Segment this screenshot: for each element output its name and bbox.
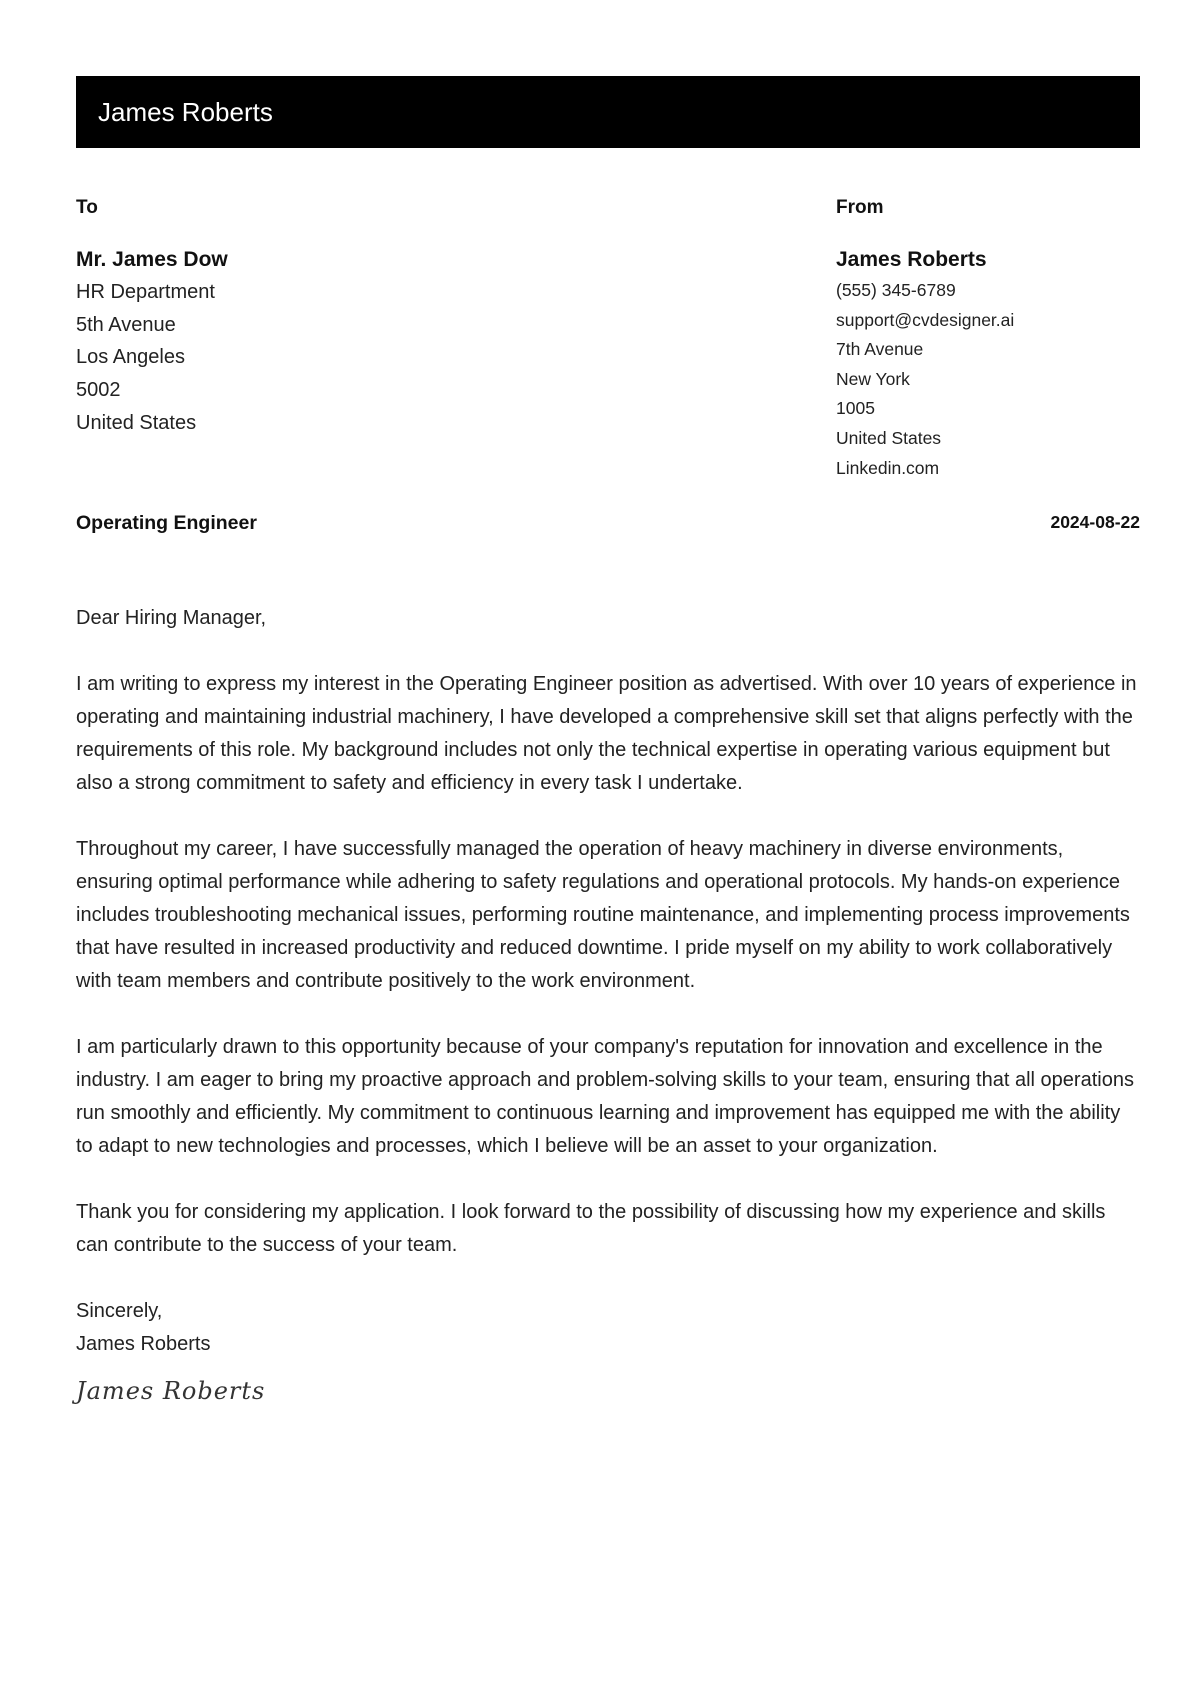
recipient-country: United States [76,411,197,434]
recipient-block [76,196,576,440]
recipient-street: 5th Avenue [76,313,176,336]
sender-linkedin: Linkedin.com [836,457,940,478]
sender-city: New York [836,368,910,389]
from-label: From [836,197,884,218]
sender-phone: (555) 345-6789 [836,280,956,300]
closing-block [76,1295,1140,1408]
sender-name: James Roberts [836,248,987,271]
sender-street: 7th Avenue [836,339,924,360]
to-label: To [76,197,98,218]
body-paragraph-3: I am particularly drawn to this opportunity because of your company's reputation for innovation and excellence in the industry. I am eager to bring my proactive approach and problem-solving skills to your team, ensuring that all operations run smoothly and efficiently. My commitment to continuous learning and improvement has equipped me with the ability to adapt to new technologies and processes, which I believe will be an asset to your organization. [76,1036,1134,1157]
sender-country: United States [836,427,942,448]
cover-letter-page [76,76,1140,1408]
body-paragraph-2: Throughout my career, I have successfully managed the operation of heavy machinery in diverse environments, ensuring optimal performance while adhering to safety regulations and operational protocols. My hands-on experience includes troubleshooting mechanical issues, performing routine maintenance, and implementing process improvements that have resulted in increased productivity and reduced downtime. I pride myself on my ability to work collaboratively with team members and contribute positively to the work environment. [76,838,1130,992]
header-name: James Roberts [98,96,273,127]
address-block [76,196,1140,496]
body-paragraph-1: I am writing to express my interest in the Operating Engineer position as advertised. With over 10 years of experience in operating and maintaining industrial machinery, I have developed a comprehensive skill set that aligns perfectly with the requirements of this role. My background includes not only the technical expertise in operating various equipment but also a strong commitment to safety and efficiency in every task I undertake. [76,673,1137,794]
job-title: Operating Engineer [76,512,257,534]
body-paragraph-4: Thank you for considering my application. I look forward to the possibility of discussing how my experience and skills can contribute to the success of your team. [76,1201,1106,1256]
letter-date: 2024-08-22 [1050,512,1140,532]
recipient-postal-code: 5002 [76,379,121,402]
header-bar [76,76,1140,148]
recipient-name: Mr. James Dow [76,248,228,271]
recipient-city: Los Angeles [76,346,185,369]
closing: Sincerely, [76,1300,163,1322]
subject-row [76,512,1140,552]
salutation: Dear Hiring Manager, [76,607,267,629]
letter-body [76,602,1140,1408]
sender-postal-code: 1005 [836,398,875,419]
sender-email: support@cvdesigner.ai [836,309,1015,330]
sender-block [836,196,1140,483]
recipient-department: HR Department [76,281,215,303]
handwritten-signature: James Roberts [76,1377,266,1405]
closing-name: James Roberts [76,1333,211,1355]
